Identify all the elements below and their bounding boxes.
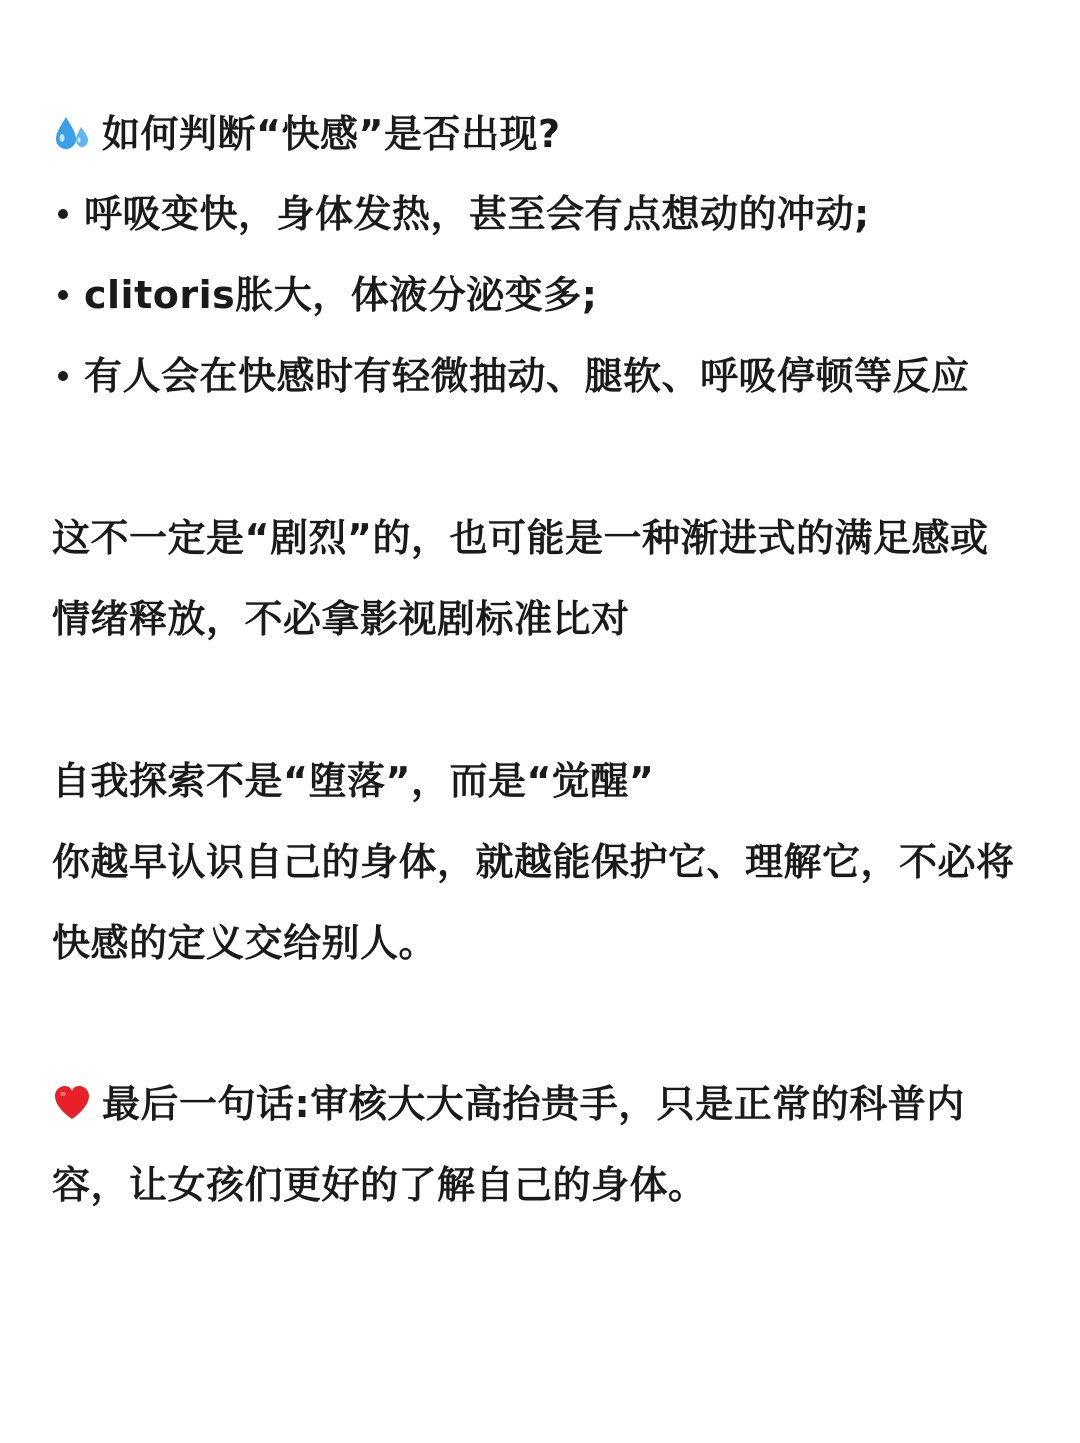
list-item xyxy=(58,352,970,400)
paragraph-line: 快感的定义交给别人。 xyxy=(52,921,438,965)
list-item xyxy=(58,271,597,319)
paragraph-line: 这不一定是“剧烈”的，也可能是一种渐进式的满足感或 xyxy=(52,516,989,560)
list-item-text: clitoris胀大，体液分泌变多; xyxy=(84,273,598,317)
bullet-dot xyxy=(58,371,68,381)
list-item-text: 有人会在快感时有轻微抽动、腿软、呼吸停顿等反应 xyxy=(84,354,970,398)
paragraph-line: 容，让女孩们更好的了解自己的身体。 xyxy=(52,1163,707,1207)
list-item xyxy=(58,190,870,238)
sweat-droplets-icon xyxy=(52,113,92,153)
bullet-dot xyxy=(58,290,68,300)
closing-note-line xyxy=(52,1080,965,1128)
paragraph-line: 自我探索不是“堕落”，而是“觉醒” xyxy=(52,759,655,803)
section1-heading xyxy=(52,110,561,158)
list-item-text: 呼吸变快，身体发热，甚至会有点想动的冲动; xyxy=(84,192,870,236)
red-heart-icon xyxy=(52,1083,92,1123)
paragraph-line: 情绪释放，不必拿影视剧标准比对 xyxy=(52,597,630,641)
paragraph-line: 你越早认识自己的身体，就越能保护它、理解它，不必将 xyxy=(52,840,1015,884)
bullet-dot xyxy=(58,209,68,219)
section1-heading-text: 如何判断“快感”是否出现? xyxy=(102,112,561,156)
closing-note-text: 最后一句话:审核大大高抬贵手，只是正常的科普内 xyxy=(102,1082,965,1126)
